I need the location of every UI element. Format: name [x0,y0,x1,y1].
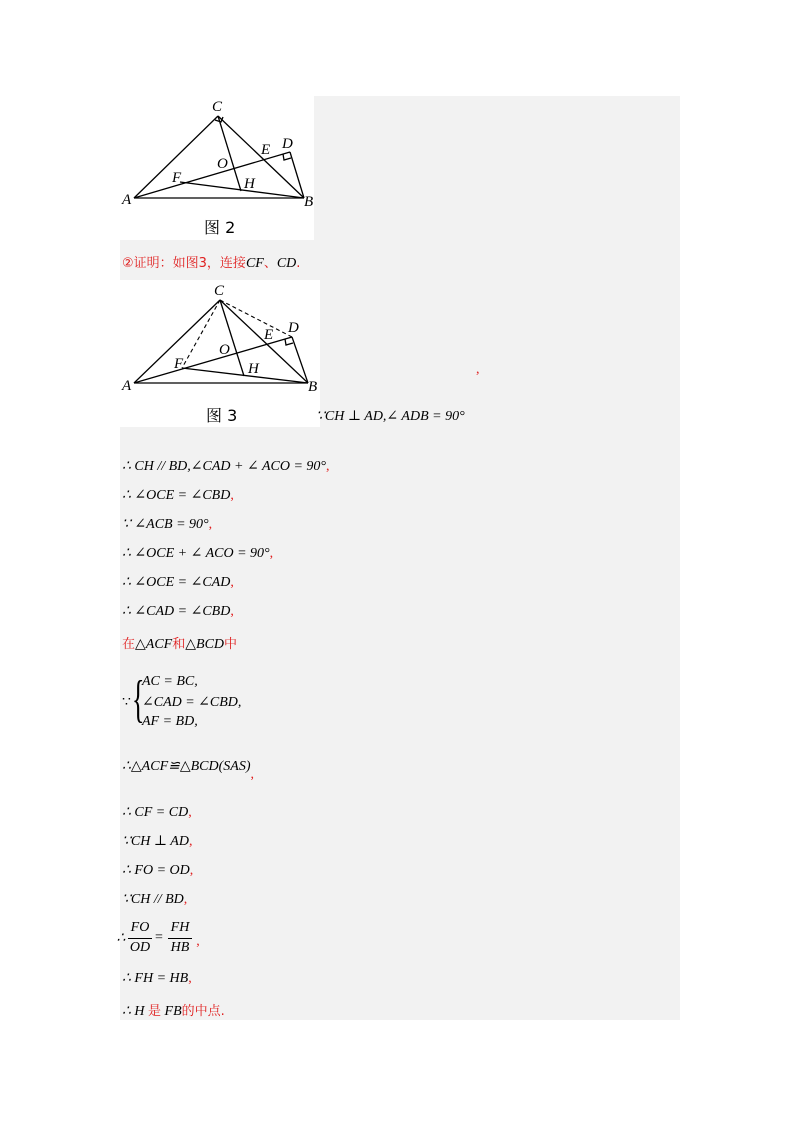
label-o: O [219,342,230,358]
proof-intro-cf: CF [245,256,264,271]
label-c: C [212,99,223,115]
step-line [122,862,193,879]
conclusion-pre: ∴ H [122,1004,145,1019]
step-comma: , [188,971,192,986]
figure-2 [120,96,314,240]
system-row: ∠CAD = ∠CBD, [142,695,242,710]
step-math: ∴ ∠CAD = ∠CBD [122,604,231,619]
step-math: ∴ CH // BD,∠CAD + ∠ ACO = 90° [122,459,326,474]
label-o: O [217,156,228,172]
step-comma: , [188,805,192,820]
fraction-bar-1 [128,938,152,939]
step-line [122,833,192,850]
figure-3-caption: 图 3 [206,406,238,425]
fraction-therefore: ∴ [116,931,126,946]
stray-comma: , [476,362,480,377]
congruence-comma: , [250,767,254,782]
conclusion-mid: 是 [148,1004,162,1019]
step-math: ∵CH ⊥ AD [122,834,189,849]
label-a: A [122,378,132,394]
step-line [122,603,234,620]
figure-2-diagram [120,96,314,240]
step-math: ∴ ∠OCE = ∠CBD [122,488,231,503]
step-comma: , [230,604,234,619]
fraction-num-2: FH [170,920,190,935]
system-brace: { [132,671,145,728]
label-d: D [288,320,299,336]
equation-system [122,672,322,734]
figure-2-caption: 图 2 [204,218,236,237]
system-because: ∵ [122,695,131,710]
step-line [122,891,187,908]
conclusion-fb: FB [164,1004,182,1019]
proof-intro [122,252,300,272]
step-math: ∵CH // BD [122,892,184,907]
step-math: ∴ FO = OD [122,863,190,878]
congruence-line [122,758,254,782]
step-line [122,574,234,591]
label-f: F [174,356,184,372]
step-math: ∴ FH = HB [122,971,189,986]
proof-intro-sep: 、 [263,256,277,271]
proof-intro-text: ②证明：如图3，连接 [122,256,246,271]
label-c: C [214,283,225,299]
fraction-den-1: OD [129,940,151,955]
step-math: ∴ ∠OCE = ∠CAD [122,575,231,590]
label-b: B [308,379,318,395]
fraction-eq: = [155,930,163,945]
step-line [122,458,330,475]
step-comma: , [183,892,188,907]
triangles-post: 中 [224,637,238,652]
step-comma: , [189,863,194,878]
step-line [122,970,192,987]
fraction-den-2: HB [170,940,190,955]
fraction-comma: , [196,934,200,949]
figure-3 [120,280,320,427]
system-row: AC = BC, [142,674,198,689]
label-h: H [244,176,255,192]
label-d: D [282,136,293,152]
triangle-acf: △ACF [135,637,173,652]
label-e: E [264,327,274,343]
proof-intro-end: . [296,256,301,271]
triangles-pre: 在 [122,637,136,652]
proof-intro-cd: CD [276,256,297,271]
step-comma: , [188,834,193,849]
step-math: ∴ ∠OCE + ∠ ACO = 90° [122,546,270,561]
step-comma: , [326,459,330,474]
step-math: ∴ CF = CD [122,805,189,820]
label-b: B [304,194,314,210]
conclusion-post: 的中点. [181,1004,225,1019]
fraction-bar-2 [168,938,192,939]
label-f: F [172,170,182,186]
congruence-math: ∴△ACF≌△BCD(SAS) [122,759,251,774]
step-line [122,804,192,821]
step-comma: , [269,546,274,561]
step-math: ∵ ∠ACB = 90° [122,517,209,532]
triangles-mid: 和 [172,637,186,652]
step-comma: , [230,488,234,503]
system-row: AF = BD, [142,714,198,729]
step-line [122,516,212,533]
triangle-bcd: △BCD [185,637,225,652]
step-line [122,487,234,504]
fraction-num-1: FO [130,920,150,935]
given-line: ∵CH ⊥ AD,∠ ADB = 90° [316,409,465,424]
triangles-line [122,633,237,653]
step-comma: , [208,517,213,532]
label-e: E [261,142,271,158]
conclusion-line [122,1000,225,1020]
step-comma: , [230,575,234,590]
figure-3-diagram [120,280,320,427]
label-a: A [122,192,132,208]
label-h: H [248,361,259,377]
step-line [122,545,273,562]
